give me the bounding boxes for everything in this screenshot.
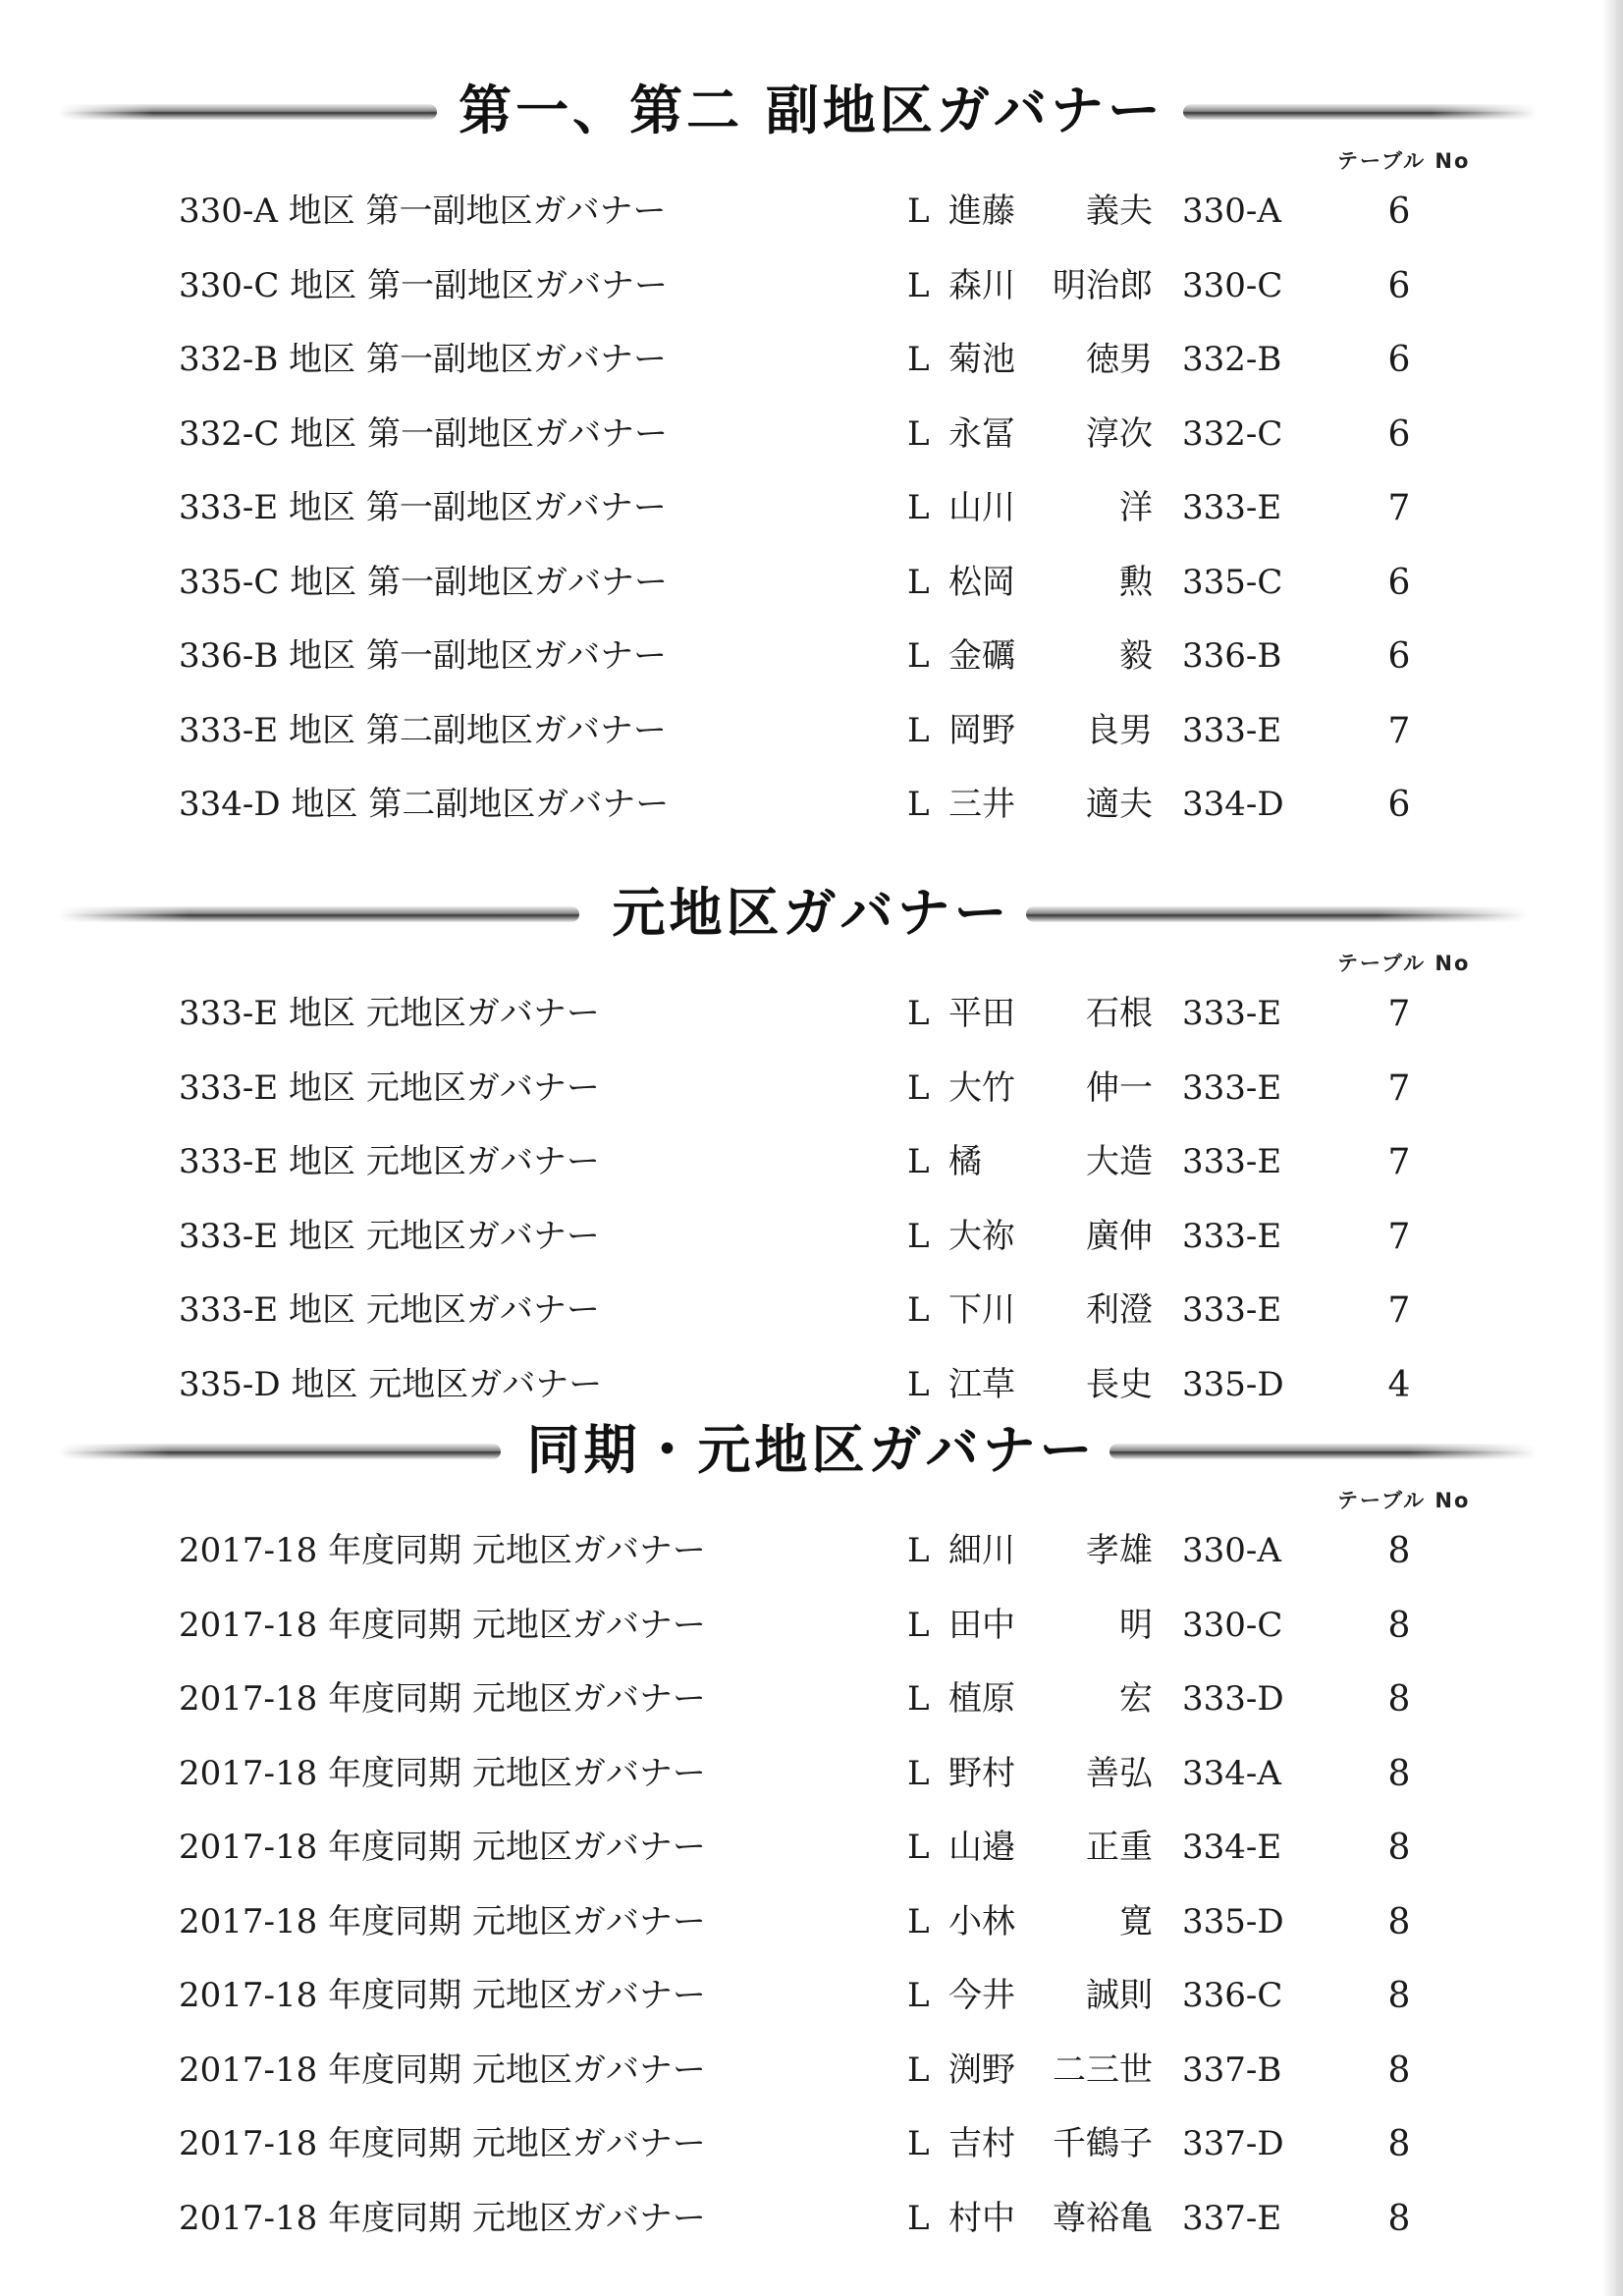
entry-description: 2017-18 年度同期 元地区ガバナー <box>179 1901 706 1941</box>
entry-description: 2017-18 年度同期 元地区ガバナー <box>179 1753 706 1793</box>
lion-prefix: L <box>907 636 930 676</box>
member-given-name: 明治郎 <box>1053 265 1153 305</box>
section-title: 第一、第二 副地区ガバナー <box>459 80 1164 141</box>
member-given-name: 正重 <box>1086 1828 1153 1867</box>
lion-prefix: L <box>907 413 930 454</box>
member-surname: 三井 <box>948 785 1015 824</box>
table-number: 8 <box>1387 2050 1411 2091</box>
member-given-name: 伸一 <box>1086 1067 1153 1108</box>
entry-description: 2017-18 年度同期 元地区ガバナー <box>179 1531 706 1570</box>
lion-prefix: L <box>907 710 930 750</box>
member-given-name: 利澄 <box>1086 1290 1153 1330</box>
section-header <box>0 67 1623 173</box>
member-given-name: 長史 <box>1086 1364 1153 1404</box>
table-number: 8 <box>1387 1531 1411 1571</box>
entry-description: 333-E 地区 第二副地区ガバナー <box>179 710 667 750</box>
table-row <box>0 768 1623 843</box>
table-number: 7 <box>1387 710 1411 751</box>
member-given-name: 宏 <box>1119 1679 1153 1719</box>
table-number: 8 <box>1387 1605 1411 1646</box>
lion-prefix: L <box>907 1290 930 1330</box>
entry-description: 334-D 地区 第二副地区ガバナー <box>179 785 670 824</box>
table-row <box>0 1125 1623 1200</box>
table-number: 6 <box>1387 340 1411 380</box>
table-number: 7 <box>1387 1290 1411 1331</box>
lion-prefix: L <box>907 1901 930 1941</box>
entry-description: 2017-18 年度同期 元地区ガバナー <box>179 1605 706 1645</box>
member-surname: 吉村 <box>948 2124 1015 2163</box>
member-surname: 大竹 <box>948 1067 1015 1108</box>
table-no-label: テーブル No <box>1337 952 1471 975</box>
district-code: 333-E <box>1182 1290 1282 1330</box>
member-given-name: 勲 <box>1119 562 1153 602</box>
entry-list <box>0 1514 1623 2256</box>
district-code: 333-E <box>1182 1216 1282 1256</box>
table-row <box>0 1052 1623 1126</box>
table-row <box>0 1274 1623 1348</box>
lion-prefix: L <box>907 340 930 379</box>
entry-description: 335-D 地区 元地区ガバナー <box>179 1364 603 1404</box>
table-row <box>0 1959 1623 2034</box>
lion-prefix: L <box>907 2050 930 2090</box>
member-given-name: 誠則 <box>1086 1976 1153 2015</box>
member-surname: 田中 <box>948 1605 1015 1645</box>
table-row <box>0 471 1623 546</box>
district-code: 333-E <box>1182 710 1282 750</box>
entry-list <box>0 977 1623 1422</box>
table-row <box>0 694 1623 769</box>
member-given-name: 適夫 <box>1086 785 1153 824</box>
lion-prefix: L <box>907 1364 930 1404</box>
member-given-name: 淳次 <box>1086 413 1153 454</box>
table-row <box>0 1200 1623 1275</box>
member-given-name: 孝雄 <box>1086 1531 1153 1570</box>
member-surname: 野村 <box>948 1753 1015 1793</box>
member-surname: 下川 <box>948 1290 1015 1330</box>
entry-description: 333-E 地区 元地区ガバナー <box>179 1067 600 1108</box>
table-row <box>0 977 1623 1052</box>
table-number: 8 <box>1387 1976 1411 2016</box>
entry-description: 333-E 地区 元地区ガバナー <box>179 1216 600 1256</box>
member-given-name: 石根 <box>1086 994 1153 1033</box>
entry-description: 332-C 地区 第一副地区ガバナー <box>179 413 669 454</box>
entry-description: 2017-18 年度同期 元地区ガバナー <box>179 2050 706 2090</box>
district-code: 335-C <box>1182 562 1283 602</box>
lion-prefix: L <box>907 1753 930 1793</box>
table-number: 7 <box>1387 1216 1411 1257</box>
table-number: 8 <box>1387 1753 1411 1794</box>
lion-prefix: L <box>907 1605 930 1645</box>
section-former-governors <box>0 869 1623 1405</box>
table-number: 8 <box>1387 2198 1411 2239</box>
member-surname: 細川 <box>948 1531 1015 1570</box>
district-code: 332-B <box>1182 340 1282 379</box>
table-number: 7 <box>1387 994 1411 1034</box>
district-code: 335-D <box>1182 1364 1284 1404</box>
lion-prefix: L <box>907 1067 930 1108</box>
table-row <box>0 620 1623 694</box>
member-surname: 渕野 <box>948 2050 1015 2090</box>
entry-description: 333-E 地区 元地区ガバナー <box>179 1142 600 1181</box>
lion-prefix: L <box>907 265 930 305</box>
member-surname: 森川 <box>948 265 1015 305</box>
table-number: 7 <box>1387 1142 1411 1182</box>
district-code: 330-C <box>1182 1605 1283 1645</box>
lion-prefix: L <box>907 1216 930 1256</box>
member-surname: 進藤 <box>948 191 1015 231</box>
lion-prefix: L <box>907 1679 930 1719</box>
entry-description: 2017-18 年度同期 元地区ガバナー <box>179 2124 706 2163</box>
member-surname: 橘 <box>948 1142 982 1181</box>
entry-description: 332-B 地区 第一副地区ガバナー <box>179 340 667 379</box>
table-no-label: テーブル No <box>1337 1489 1471 1512</box>
member-surname: 江草 <box>948 1364 1015 1404</box>
member-given-name: 寛 <box>1119 1901 1153 1941</box>
table-row <box>0 249 1623 324</box>
lion-prefix: L <box>907 785 930 824</box>
lion-prefix: L <box>907 1828 930 1867</box>
section-vice-governors <box>0 67 1623 833</box>
member-surname: 山川 <box>948 488 1015 527</box>
member-given-name: 善弘 <box>1086 1753 1153 1793</box>
entry-description: 333-E 地区 元地区ガバナー <box>179 994 600 1033</box>
district-code: 330-A <box>1182 191 1281 231</box>
district-code: 337-D <box>1182 2124 1284 2163</box>
member-surname: 今井 <box>948 1976 1015 2015</box>
member-given-name: 二三世 <box>1053 2050 1153 2090</box>
member-surname: 村中 <box>948 2198 1015 2238</box>
section-header <box>0 869 1623 975</box>
member-surname: 平田 <box>948 994 1015 1033</box>
member-surname: 山邉 <box>948 1828 1015 1867</box>
member-given-name: 毅 <box>1119 636 1153 676</box>
member-given-name: 尊裕亀 <box>1053 2198 1153 2238</box>
entry-list <box>0 175 1623 843</box>
entry-description: 335-C 地区 第一副地区ガバナー <box>179 562 669 602</box>
entry-description: 2017-18 年度同期 元地区ガバナー <box>179 1976 706 2015</box>
table-row <box>0 398 1623 472</box>
member-surname: 小林 <box>948 1901 1015 1941</box>
member-given-name: 義夫 <box>1086 191 1153 231</box>
member-surname: 大祢 <box>948 1216 1015 1256</box>
district-code: 330-C <box>1182 265 1283 305</box>
table-row <box>0 1514 1623 1589</box>
district-code: 332-C <box>1182 413 1283 454</box>
table-number: 6 <box>1387 191 1411 232</box>
lion-prefix: L <box>907 2198 930 2238</box>
table-number: 8 <box>1387 1901 1411 1942</box>
district-code: 333-D <box>1182 1679 1284 1719</box>
table-number: 8 <box>1387 2124 1411 2164</box>
lion-prefix: L <box>907 1142 930 1181</box>
table-row <box>0 323 1623 398</box>
lion-prefix: L <box>907 191 930 231</box>
member-surname: 岡野 <box>948 710 1015 750</box>
table-number: 6 <box>1387 265 1411 306</box>
table-row <box>0 546 1623 621</box>
table-row <box>0 175 1623 249</box>
entry-description: 333-E 地区 元地区ガバナー <box>179 1290 600 1330</box>
member-surname: 菊池 <box>948 340 1015 379</box>
table-number: 6 <box>1387 562 1411 603</box>
member-given-name: 良男 <box>1086 710 1153 750</box>
district-code: 333-E <box>1182 994 1282 1033</box>
table-row <box>0 1811 1623 1886</box>
district-code: 333-E <box>1182 1142 1282 1181</box>
lion-prefix: L <box>907 1976 930 2015</box>
entry-description: 2017-18 年度同期 元地区ガバナー <box>179 1828 706 1867</box>
district-code: 337-E <box>1182 2198 1282 2238</box>
table-number: 8 <box>1387 1679 1411 1720</box>
table-number: 4 <box>1387 1364 1411 1405</box>
member-given-name: 千鶴子 <box>1053 2124 1153 2163</box>
table-row <box>0 2107 1623 2182</box>
member-surname: 松岡 <box>948 562 1015 602</box>
member-given-name: 洋 <box>1119 488 1153 527</box>
member-surname: 永冨 <box>948 413 1015 454</box>
table-row <box>0 1663 1623 1737</box>
table-number: 8 <box>1387 1828 1411 1868</box>
table-number: 7 <box>1387 488 1411 528</box>
section-title: 元地区ガバナー <box>612 882 1011 944</box>
district-code: 337-B <box>1182 2050 1282 2090</box>
entry-description: 2017-18 年度同期 元地区ガバナー <box>179 2198 706 2238</box>
district-code: 333-E <box>1182 1067 1282 1108</box>
lion-prefix: L <box>907 2124 930 2163</box>
section-header <box>0 1406 1623 1512</box>
lion-prefix: L <box>907 994 930 1033</box>
entry-description: 330-A 地区 第一副地区ガバナー <box>179 191 667 231</box>
lion-prefix: L <box>907 1531 930 1570</box>
member-surname: 植原 <box>948 1679 1015 1719</box>
table-row <box>0 2182 1623 2257</box>
table-number: 6 <box>1387 636 1411 677</box>
district-code: 336-B <box>1182 636 1282 676</box>
district-code: 334-E <box>1182 1828 1282 1867</box>
district-code: 334-D <box>1182 785 1284 824</box>
table-row <box>0 2034 1623 2108</box>
table-no-label: テーブル No <box>1337 149 1471 173</box>
section-same-term-former-governors <box>0 1406 1623 2251</box>
member-given-name: 大造 <box>1086 1142 1153 1181</box>
district-code: 333-E <box>1182 488 1282 527</box>
district-code: 330-A <box>1182 1531 1281 1570</box>
table-number: 6 <box>1387 785 1411 825</box>
district-code: 335-D <box>1182 1901 1284 1941</box>
table-row <box>0 1886 1623 1960</box>
entry-description: 333-E 地区 第一副地区ガバナー <box>179 488 667 527</box>
entry-description: 336-B 地区 第一副地区ガバナー <box>179 636 667 676</box>
table-row <box>0 1737 1623 1812</box>
member-given-name: 徳男 <box>1086 340 1153 379</box>
member-given-name: 廣伸 <box>1086 1216 1153 1256</box>
table-number: 7 <box>1387 1067 1411 1109</box>
table-row <box>0 1589 1623 1664</box>
section-title: 同期・元地区ガバナー <box>526 1419 1097 1481</box>
district-code: 336-C <box>1182 1976 1283 2015</box>
table-number: 6 <box>1387 413 1411 455</box>
entry-description: 2017-18 年度同期 元地区ガバナー <box>179 1679 706 1719</box>
district-code: 334-A <box>1182 1753 1281 1793</box>
lion-prefix: L <box>907 488 930 527</box>
member-surname: 金礪 <box>948 636 1015 676</box>
lion-prefix: L <box>907 562 930 602</box>
member-given-name: 明 <box>1119 1605 1153 1645</box>
entry-description: 330-C 地区 第一副地区ガバナー <box>179 265 669 305</box>
